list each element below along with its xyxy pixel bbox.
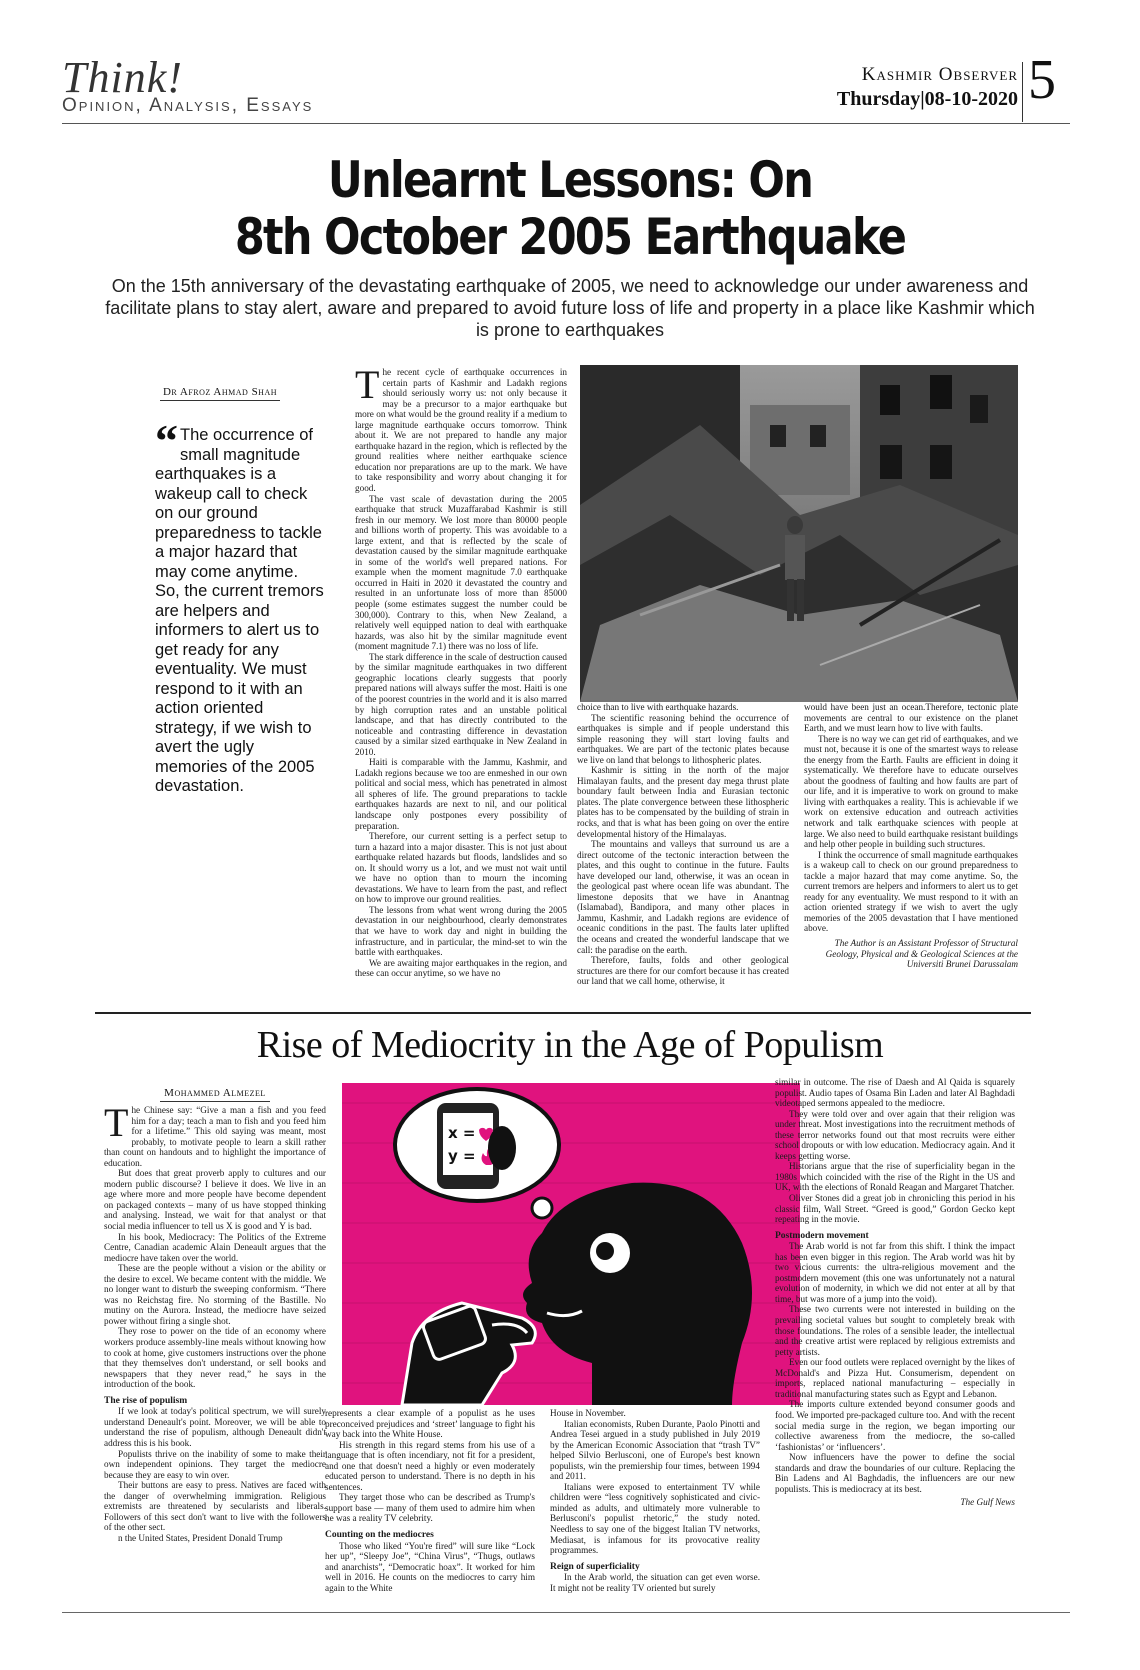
article2-column-4 xyxy=(775,1077,1015,1607)
article2-column-1 xyxy=(104,1105,326,1605)
paragraph: Oliver Stones did a great job in chronicling this period in his classic film, Wall Street. “Greed is good,” Gordon Gecko kept repeating in the movie. xyxy=(775,1193,1015,1225)
headline-line-2: 8th October 2005 Earthquake xyxy=(234,208,906,266)
newspaper-name: Kashmir Observer xyxy=(861,64,1018,85)
article2-column-3 xyxy=(550,1408,760,1603)
paragraph: I think the occurrence of small magnitude earthquakes is a wakeup call to check on our ground preparedness to tackle a major hazard that may come anytime. So, the current tremors are helpers and informers to alert us to get ready for any eventuality. We must respond to it with an action oriented strategy if we wish to avert the ugly memories of the 2005 devastation that I have mentioned above. xyxy=(804,849,1018,934)
paragraph: Historians argue that the rise of superficiality began in the 1980s which coincided with the rise of the Right in the US and UK, with the elections of Ronald Reagan and Margaret Thatcher. xyxy=(775,1161,1015,1193)
paragraph: Those who liked “You're fired” will sure like “Lock her up”, “Sleepy Joe”, “China Virus”, “Thugs, outlaws and anarchists”, “Democratic hoax”. It worked for him well in 2016. He counts on the mediocres to carry him again to the White xyxy=(325,1540,535,1593)
paragraph: House in November. xyxy=(550,1408,626,1418)
paragraph: represents a clear example of a populist as he uses preconceived prejudices and ‘street’ language to fight his way back into the White House. xyxy=(325,1408,535,1440)
top-rule xyxy=(62,123,1070,124)
article1-standfirst: On the 15th anniversary of the devastating earthquake of 2005, we need to acknowledge our under awareness and facilitate plans to stay alert, aware and prepared to avoid future loss of life and property in a place like Kashmir which is prone to earthquakes xyxy=(105,276,1035,340)
article1-byline: Dr Afroz Ahmad Shah xyxy=(160,386,280,401)
paragraph: n the United States, President Donald Trump xyxy=(118,1532,283,1543)
subheading: Counting on the mediocres xyxy=(325,1530,434,1541)
masthead-divider xyxy=(1022,62,1023,122)
paragraph: Italians were exposed to entertainment TV while children were “less cognitively sophisticated and civic-minded as adults, and ultimately more vulnerable to Berlusconi's populist rhetoric,” the study noted. Needless to say one of the biggest Italian TV networks, Mediasat, is infamous for its provocative reality programmes. xyxy=(550,1481,760,1556)
author-note: The Author is an Assistant Professor of Structural Geology, Physical and & Geological Sciences at the Universiti Brunei Darussalam xyxy=(825,938,1018,970)
page-number: 5 xyxy=(1028,49,1056,111)
pull-quote-text: The occurrence of small magnitude earthquakes is a wakeup call to check on our ground preparedness to tackle a major hazard that may come anytime. So, the current tremors are helpers and informers to alert us to get ready for any eventuality. We must respond to it with an action oriented strategy, if we wish to avert the ugly memories of the 2005 devastation. xyxy=(155,426,324,795)
paragraph: The imports culture extended beyond consumer goods and food. We imported pre-packaged culture too. And with the recent social media surge in the region, we began importing our collective awareness from the mediocre, the so-called ‘fashionistas’ or ‘influencers’. xyxy=(775,1399,1015,1452)
svg-text:x =: x = xyxy=(448,1124,476,1142)
quote-mark-icon: “ xyxy=(155,415,178,466)
section-title: Think! xyxy=(62,53,183,102)
paragraph: The scientific reasoning behind the occurrence of earthquakes is simple and if people understand this simple reasoning they will start loving faults and earthquakes. We are part of the tectonic plates because we live on land that belongs to lithospheric plates. xyxy=(577,712,789,765)
illustration-image xyxy=(342,1083,800,1405)
paragraph: Italian economists, Ruben Durante, Paolo Pinotti and Andrea Tesei argued in a study published in July 2019 by the American Economic Association that “trash TV” helped Silvio Berlusconi, one of Europe's best known populists, win the premiership four times, between 1994 and 2011. xyxy=(550,1418,760,1482)
photo-image xyxy=(580,365,1018,702)
paragraph: Now influencers have the power to define the social standards and draw the boundaries of our culture. Replacing the Bin Ladens and Al Baghdadis, the influencers are our new populists. This is mediocracy at its best. xyxy=(775,1452,1015,1494)
paragraph: They were told over and over again that their religion was under threat. Most investigations into the recruitment methods of these terror networks found out that most recruits were either school dropouts or with low education. Mediocracy again. And it keeps getting worse. xyxy=(775,1108,1015,1161)
drop-cap: T xyxy=(104,1105,129,1145)
populism-illustration xyxy=(342,1083,800,1405)
paragraph: His strength in this regard stems from his use of a language that is often incendiary, not fit for a president, and one that doesn't need a highly or even moderately educated person to understand. There is no depth in his sentences. xyxy=(325,1439,535,1492)
article1-headline xyxy=(166,152,974,266)
paragraph: In his book, Mediocracy: The Politics of the Extreme Centre, Canadian academic Alain Deneault argues that the mediocre have taken over the world. xyxy=(104,1231,326,1263)
paragraph: Therefore, faults, folds and other geological structures are there for our comfort because it has created our land that we call home, otherwise, it xyxy=(577,955,789,987)
paragraph: choice than to live with earthquake hazards. xyxy=(577,702,739,712)
paragraph: Therefore, our current setting is a perfect setup to turn a hazard into a major disaster. This is not just about earthquake related hazards but floods, landslides and so on. It should worry us a lot, and we must not wait until we have no option than to mourn the incoming devastations. We have to learn from the past, and reflect on how to improve our ground realities. xyxy=(355,831,567,905)
bottom-rule xyxy=(62,1612,1070,1613)
pull-quote xyxy=(155,415,325,797)
paragraph: Even our food outlets were replaced overnight by the likes of McDonald's and Pizza Hut. Consumerism, dependent on imports, replaced national manufacturing – especially in traditional manufacturing states such as Egypt and Lebanon. xyxy=(775,1357,1015,1399)
paragraph: These two currents were not interested in building on the prevailing societal values but sought to completely break with those foundations. The roles of a sensible leader, the intellectual and the creative artist were replaced by religious extremists and petty artists. xyxy=(775,1304,1015,1357)
article1-column-3 xyxy=(804,702,1018,1007)
headline-line-1: Unlearnt Lessons: On xyxy=(327,151,813,209)
subheading: The rise of populism xyxy=(104,1395,188,1406)
paragraph: They rose to power on the tide of an economy where workers produce assembly-line meals without knowing how to cook at home, give customers instructions over the phone that they themselves don't understand, or sell books and newspapers that they never read,” he says in the introduction of the book. xyxy=(104,1326,326,1390)
article1-column-1 xyxy=(355,367,567,1007)
article2-headline: Rise of Mediocrity in the Age of Populism xyxy=(256,1024,884,1066)
article2-byline: Mohammed Almezel xyxy=(160,1087,270,1102)
paragraph: These are the people without a vision or the ability or the desire to excel. We became content with the middle. We no longer want to disturb the sweeping conformism. “There was no Reichstag fire. No storming of the Bastille. No mutiny on the Aurora. Instead, the mediocre have seized power without firing a single shot. xyxy=(104,1263,326,1326)
earthquake-rubble-photo xyxy=(580,365,1018,702)
paragraph: The lessons from what went wrong during the 2005 devastation in our neighbourhood, clearly demonstrates that we have to work day and night in building the infrastructure, and in particular, the mind-set to win the battle with earthquakes. xyxy=(355,904,567,958)
paragraph: Their buttons are easy to press. Natives are faced with the danger of overwhelming immigration. Religious extremists are threatened by secularists and liberals. Followers of this sect don't want to live with the followers of the other sect. xyxy=(104,1480,326,1533)
paragraph: Populists thrive on the inability of some to make their own independent opinions. They target the mediocre because they are easy to win over. xyxy=(104,1448,326,1480)
article-source: The Gulf News xyxy=(960,1497,1015,1508)
paragraph: But does that great proverb apply to cultures and our modern public discourse? I believe it does. We live in an age where more and more people have become dependent on packaged contexts – many of us have stopped thinking and analysing. Instead, we wait for that analyst or that social media influencer to tell us X is good and Y is bad. xyxy=(104,1168,326,1232)
paragraph: The stark difference in the scale of destruction caused by the similar magnitude earthquakes in two different geographic locations clearly suggests that poorly prepared nations will always suffer the most. Haiti is one of the poorest countries in the world and it is also marred by high corruption rates and an unstable political landscape, and that has directly contributed to the noticeable and contrasting difference in devastation caused by a similar sized earthquake in New Zealand in 2010. xyxy=(355,651,567,757)
article2-column-2 xyxy=(325,1408,535,1603)
paragraph: would have been just an ocean.Therefore, tectonic plate movements are central to our existence on the planet Earth, and we must learn how to live with faults. xyxy=(804,702,1018,734)
paragraph: If we look at today's political spectrum, we will surely understand Deneault's point. Moreover, we will be able to understand the rise of populism, although Deneault didn't address this is his book. xyxy=(104,1406,326,1448)
paragraph: The vast scale of devastation during the 2005 earthquake that struck Muzaffarabad Kashmir is still fresh in our memory. We lost more than 80000 people and billions worth of property. This was avoidable to a large extent, and that is reflected by the scale of devastation caused by the similar magnitude earthquake in some of the world's well prepared nations. For example when the moment magnitude 7.0 earthquake occurred in Haiti in 2020 it devastated the country and resulted in an unfortunate loss of more than 85000 people (some estimates suggest the number could be 300,000). Contrary to this, when New Zealand, a relatively well equipped nation to deal with earthquake hazards, was also hit by the similar magnitude event (moment magnitude 7.1) there was no loss of life. xyxy=(355,493,567,652)
issue-date: Thursday|08-10-2020 xyxy=(836,88,1018,110)
paragraph: In the Arab world, the situation can get even worse. It might not be reality TV oriented but surely xyxy=(550,1572,760,1593)
section-subtitle: Opinion, Analysis, Essays xyxy=(62,95,314,116)
paragraph: The mountains and valleys that surround us are a direct outcome of the tectonic interaction between the plates, and this ought to continue in the future. Faults have developed our land, otherwise, it was an ocean in the geological past where ocean life was abundant. The limestone deposits that we have in Anantnag (Islamabad), Bandipora, and many other places in Jammu, Kashmir, and Ladakh regions are evidence of oceanic conditions in the past. The faults later uplifted the oceans and created the wonderful landscape that we call: the paradise on the earth. xyxy=(577,839,789,955)
paragraph: similar in outcome. The rise of Daesh and Al Qaida is squarely populist. Audio tapes of Osama Bin Laden and later Al Baghdadi videotaped sermons appealed to the mediocre. xyxy=(775,1077,1015,1109)
svg-text:y =: y = xyxy=(448,1147,476,1165)
article1-column-2 xyxy=(577,702,789,1007)
paragraph: They target those who can be described as Trump's support base — many of them used to admire him when he was a reality TV celebrity. xyxy=(325,1492,535,1524)
subheading: Postmodern movement xyxy=(775,1230,869,1241)
paragraph: Kashmir is sitting in the north of the major Himalayan faults, and the present day mega thrust plate boundary fault between India and Eurasian tectonic plates. The plate convergence between these lithospheric plates has to be compensated by the building of strain in rocks, and that is what has been going on over the entire developmental history of the Himalayas. xyxy=(577,765,789,839)
subheading: Reign of superficiality xyxy=(550,1561,640,1572)
section-divider xyxy=(95,1012,1031,1014)
paragraph: The Chinese say: “Give a man a fish and you feed him for a day; teach a man to fish and you feed him for a lifetime.” This old saying was meant, most probably, to motivate people to learn a skill rather than count on handouts and to highlight the importance of education. xyxy=(104,1105,326,1168)
paragraph: The Arab world is not far from this shift. I think the impact has been even bigger in this region. The Arab world was hit by two vicious currents: the ultra-religious movement and the postmodern movement (this one was unfortunately not a natural evolution of modernity, in which we did not enter at all by that time, but was more of a jump into the void). xyxy=(775,1241,1015,1304)
paragraph: Haiti is comparable with the Jammu, Kashmir, and Ladakh regions because we too are enmeshed in our own political and social mess, which has penetrated in almost all spheres of life. The ground preparations to tackle earthquakes hazards are next to nil, and our political landscape only postpones every possibility of preparation. xyxy=(355,757,567,831)
paragraph: The recent cycle of earthquake occurrences in certain parts of Kashmir and Ladakh regions should seriously worry us: not only because it may be a precursor to a major earthquake but more on what would be the ground reality if a medium to large magnitude earthquake occurs tomorrow. Think about it. We are not prepared to handle any major earthquake hazard in the region, which is reflected by the ground realities where neither earthquake science education nor preparations are up to the mark. We have to take responsibility and worry about changing it for good. xyxy=(355,367,567,494)
paragraph: There is no way we can get rid of earthquakes, and we must not, because it is one of the smartest ways to release the energy from the Earth. Faults are efficient in doing it systematically. We therefore have to educate ourselves about the goodness of faulting and how faults are part of our life, and it is imperative to work on ground to make living with earthquakes a reality. This is achievable if we work on extensive education and outreach activities network and talk earthquake sciences with people at large. We also need to build earthquake resistant buildings and help other people in building such structures. xyxy=(804,733,1018,850)
paragraph: We are awaiting major earthquakes in the region, and these can occur anytime, so we have no xyxy=(355,957,567,979)
drop-cap: T xyxy=(355,367,380,407)
